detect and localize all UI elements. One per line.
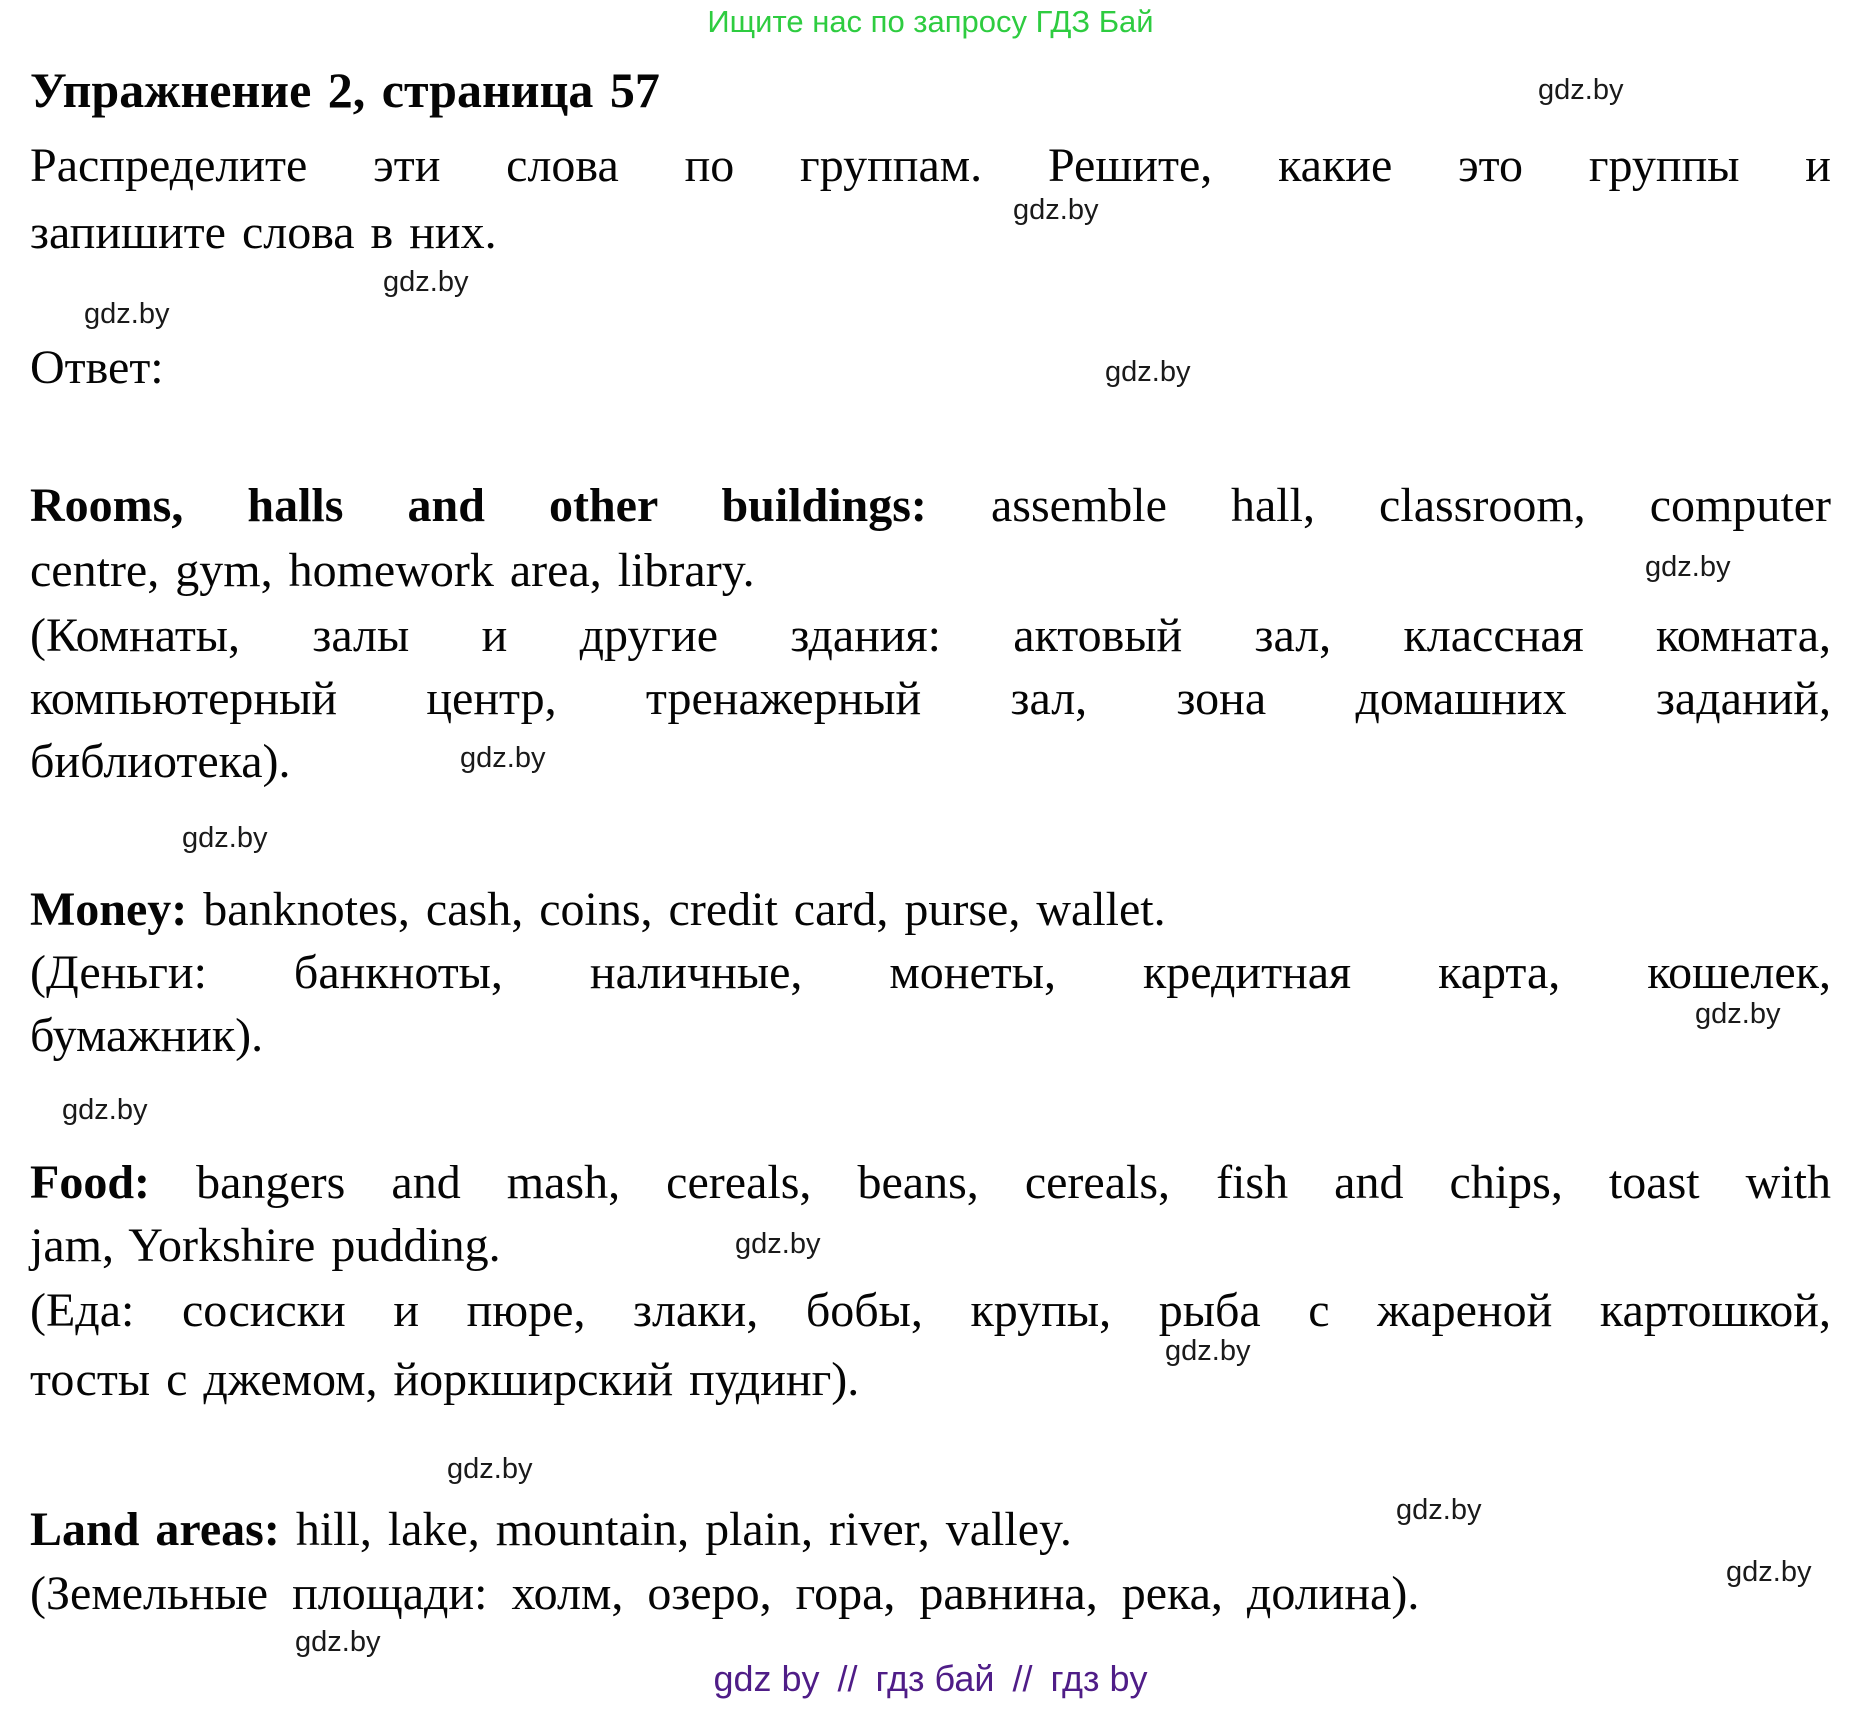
footer-links	[0, 1658, 1861, 1700]
page-title: Упражнение 2, страница 57	[30, 62, 660, 118]
footer-separator: //	[1012, 1658, 1033, 1699]
footer-link-gdz-by[interactable]: gdz by	[713, 1658, 820, 1699]
food-group-heading: Food:	[30, 1156, 150, 1209]
rooms-translation-line-3: библиотека).	[30, 735, 291, 788]
land-group-line-1	[30, 1502, 1831, 1558]
footer-separator: //	[837, 1658, 858, 1699]
gdz-watermark: gdz.by	[1013, 194, 1099, 226]
gdz-watermark: gdz.by	[1105, 356, 1191, 388]
gdz-watermark: gdz.by	[1538, 74, 1624, 106]
rooms-group-line-2: centre, gym, homework area, library.	[30, 544, 755, 597]
task-text-line-1: Распределите эти слова по группам. Решите, какие это группы и	[30, 139, 1831, 192]
gdz-watermark: gdz.by	[84, 298, 170, 330]
gdz-watermark: gdz.by	[1396, 1494, 1482, 1526]
gdz-watermark: gdz.by	[182, 822, 268, 854]
rooms-group-heading: Rooms, halls and other buildings:	[30, 479, 927, 532]
food-group-words: bangers and mash, cereals, beans, cereals, fish and chips, toast with	[150, 1156, 1831, 1209]
rooms-group-line-1	[30, 478, 1831, 534]
gdz-watermark: gdz.by	[1695, 998, 1781, 1030]
food-translation-line-2: тосты с джемом, йоркширский пудинг).	[30, 1353, 860, 1406]
task-text-line-2: запишите слова в них.	[30, 206, 497, 259]
gdz-watermark: gdz.by	[383, 266, 469, 298]
land-group-heading: Land areas:	[30, 1503, 280, 1556]
gdz-watermark: gdz.by	[447, 1453, 533, 1485]
rooms-translation-line-1: (Комнаты, залы и другие здания: актовый зал, классная комната,	[30, 609, 1831, 662]
gdz-watermark: gdz.by	[1645, 551, 1731, 583]
money-group-words: banknotes, cash, coins, credit card, purse, wallet.	[187, 883, 1166, 936]
rooms-group-words: assemble hall, classroom, computer	[926, 479, 1832, 532]
answer-label: Ответ:	[30, 341, 164, 394]
footer-link-gdz-by-2[interactable]: гдз by	[1050, 1658, 1148, 1699]
land-group-words: hill, lake, mountain, plain, river, valley.	[279, 1503, 1072, 1556]
money-translation-line-2: бумажник).	[30, 1009, 264, 1062]
gdz-watermark: gdz.by	[1165, 1335, 1251, 1367]
money-group-heading: Money:	[30, 883, 188, 936]
food-group-line-2: jam, Yorkshire pudding.	[30, 1219, 501, 1272]
gdz-watermark: gdz.by	[1726, 1556, 1812, 1588]
land-translation-line-1: (Земельные площади: холм, озеро, гора, равнина, река, долина).	[30, 1567, 1420, 1620]
gdz-watermark: gdz.by	[295, 1626, 381, 1658]
gdz-watermark: gdz.by	[460, 742, 546, 774]
gdz-watermark: gdz.by	[735, 1228, 821, 1260]
money-translation-line-1: (Деньги: банкноты, наличные, монеты, кредитная карта, кошелек,	[30, 946, 1831, 999]
food-translation-line-1: (Еда: сосиски и пюре, злаки, бобы, крупы, рыба с жареной картошкой,	[30, 1284, 1831, 1337]
rooms-translation-line-2: компьютерный центр, тренажерный зал, зона домашних заданий,	[30, 672, 1831, 725]
money-group-line-1	[30, 882, 1831, 938]
gdz-watermark: gdz.by	[62, 1094, 148, 1126]
food-group-line-1	[30, 1155, 1831, 1211]
footer-link-gdz-bai[interactable]: гдз бай	[875, 1658, 995, 1699]
promo-banner: Ищите нас по запросу ГДЗ Бай	[707, 4, 1154, 39]
